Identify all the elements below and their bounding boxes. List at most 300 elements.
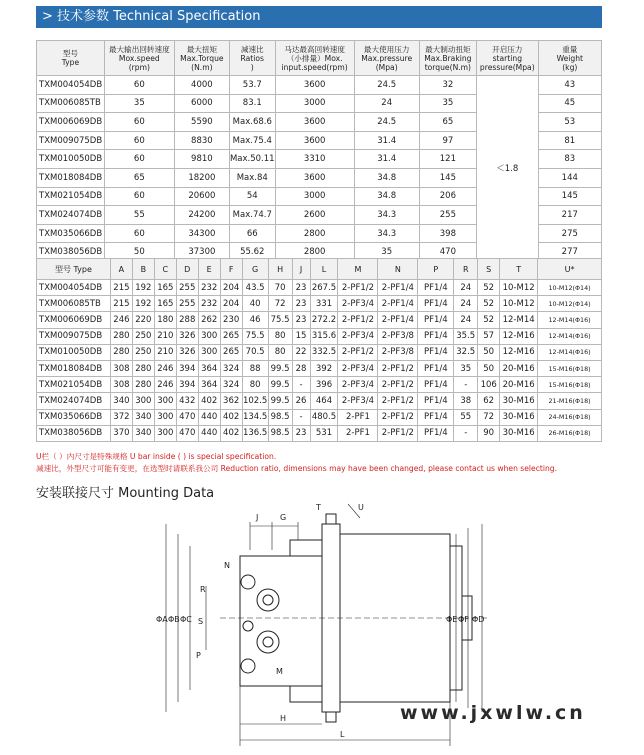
dimension-header-cell: B xyxy=(132,259,154,280)
spec-cell-ratio: 53.7 xyxy=(229,76,275,95)
spec-cell-braking: 145 xyxy=(419,168,476,187)
dimension-cell: 12-M14 xyxy=(500,312,538,328)
dimension-cell: 250 xyxy=(132,344,154,360)
dimension-cell: 2-PF3/8 xyxy=(378,344,418,360)
dimension-header-cell: D xyxy=(176,259,198,280)
dimension-cell: 12-M14(Φ16) xyxy=(538,328,602,344)
spec-header-cell: 开启压力 starting pressure(Mpa) xyxy=(477,41,539,76)
dimension-cell: 340 xyxy=(110,393,132,409)
dimension-cell: PF1/4 xyxy=(418,360,454,376)
dimension-cell: 432 xyxy=(176,393,198,409)
dimension-cell: - xyxy=(292,377,310,393)
dimension-cell: TXM004054DB xyxy=(37,280,111,296)
spec-table xyxy=(36,40,602,262)
dimension-cell: 402 xyxy=(220,409,242,425)
dimension-cell: 24 xyxy=(454,312,478,328)
dimension-cell: 102.5 xyxy=(242,393,268,409)
dimension-cell: 12-M14(Φ16) xyxy=(538,344,602,360)
label-l: L xyxy=(340,730,345,739)
label-dia-f: ΦF xyxy=(458,615,469,624)
dimension-cell: 30-M16 xyxy=(500,409,538,425)
dimension-cell: 326 xyxy=(176,328,198,344)
spec-cell-weight: 43 xyxy=(538,76,601,95)
dimension-cell: 10-M12 xyxy=(500,280,538,296)
dimension-header-cell: L xyxy=(310,259,338,280)
dimension-table-header xyxy=(37,259,602,280)
dimension-header-cell: F xyxy=(220,259,242,280)
spec-cell-torque: 5590 xyxy=(174,113,229,132)
label-t: T xyxy=(316,503,321,512)
spec-cell-braking: 97 xyxy=(419,131,476,150)
dimension-cell: 2-PF1 xyxy=(338,409,378,425)
dimension-cell: 232 xyxy=(198,280,220,296)
dimension-cell: PF1/4 xyxy=(418,425,454,441)
dimension-table xyxy=(36,258,602,442)
spec-cell-pressure: 34.8 xyxy=(354,168,419,187)
dimension-cell: 62 xyxy=(478,393,500,409)
dimension-cell: 280 xyxy=(110,328,132,344)
spec-cell-torque: 34300 xyxy=(174,224,229,243)
dimension-cell: 464 xyxy=(310,393,338,409)
dimension-cell: 315.6 xyxy=(310,328,338,344)
dimension-cell: 24 xyxy=(454,280,478,296)
dimension-cell: 22 xyxy=(292,344,310,360)
spec-cell-braking: 32 xyxy=(419,76,476,95)
spec-cell-speed: 60 xyxy=(104,187,174,206)
notes xyxy=(36,451,606,475)
dimension-header-cell: R xyxy=(454,259,478,280)
dimension-cell: 15 xyxy=(292,328,310,344)
motor-bottom-flange xyxy=(290,686,322,702)
dimension-header-cell: U* xyxy=(538,259,602,280)
dimension-cell: TXM024074DB xyxy=(37,393,111,409)
dimension-cell: 364 xyxy=(198,377,220,393)
dimension-cell: 90 xyxy=(478,425,500,441)
dimension-cell: TXM010050DB xyxy=(37,344,111,360)
dimension-cell: 23 xyxy=(292,312,310,328)
dimension-cell: 15-M16(Φ18) xyxy=(538,360,602,376)
spec-cell-input-speed: 3310 xyxy=(275,150,354,169)
dimension-cell: 204 xyxy=(220,280,242,296)
dimension-cell: 332.5 xyxy=(310,344,338,360)
dimension-cell: 246 xyxy=(154,377,176,393)
dimension-cell: TXM038056DB xyxy=(37,425,111,441)
dimension-cell: TXM009075DB xyxy=(37,328,111,344)
dimension-cell: 55 xyxy=(454,409,478,425)
spec-cell-torque: 20600 xyxy=(174,187,229,206)
dimension-cell: 134.5 xyxy=(242,409,268,425)
dimension-cell: 265 xyxy=(220,328,242,344)
dimension-cell: 2-PF3/4 xyxy=(338,377,378,393)
spec-cell-speed: 50 xyxy=(104,243,174,262)
dimension-cell: 280 xyxy=(132,360,154,376)
spec-cell-ratio: Max.84 xyxy=(229,168,275,187)
spec-cell-input-speed: 3600 xyxy=(275,76,354,95)
dimension-cell: 98.5 xyxy=(268,409,292,425)
dimension-cell: 72 xyxy=(478,409,500,425)
label-dia-a: ΦA xyxy=(156,615,168,624)
dimension-cell: 2-PF1/2 xyxy=(378,360,418,376)
dimension-cell: 210 xyxy=(154,328,176,344)
dimension-cell: 52 xyxy=(478,312,500,328)
label-u: U xyxy=(358,503,364,512)
spec-cell-torque: 6000 xyxy=(174,94,229,113)
dimension-cell: 35 xyxy=(454,360,478,376)
spec-cell-torque: 18200 xyxy=(174,168,229,187)
spec-cell-pressure: 34.8 xyxy=(354,187,419,206)
dimension-cell: 99.5 xyxy=(268,377,292,393)
label-m: M xyxy=(276,667,283,676)
dimension-cell: 255 xyxy=(176,296,198,312)
dimension-row xyxy=(37,425,602,441)
dimension-cell: 232 xyxy=(198,296,220,312)
dimension-cell: 10-M12(Φ14) xyxy=(538,296,602,312)
spec-cell-ratio: 54 xyxy=(229,187,275,206)
spec-cell-torque: 9810 xyxy=(174,150,229,169)
spec-cell-pressure: 24 xyxy=(354,94,419,113)
dimension-cell: 2-PF1/2 xyxy=(338,312,378,328)
dimension-cell: 52 xyxy=(478,280,500,296)
dimension-header-cell: T xyxy=(500,259,538,280)
dimension-cell: PF1/4 xyxy=(418,393,454,409)
dimension-cell: TXM035066DB xyxy=(37,409,111,425)
dimension-header-cell: N xyxy=(378,259,418,280)
dimension-cell: 24-M16(Φ18) xyxy=(538,409,602,425)
dimension-cell: 75.5 xyxy=(242,328,268,344)
spec-cell-input-speed: 3600 xyxy=(275,113,354,132)
spec-cell-weight: 144 xyxy=(538,168,601,187)
dimension-row xyxy=(37,393,602,409)
dimension-header-cell: H xyxy=(268,259,292,280)
spec-cell-torque: 8830 xyxy=(174,131,229,150)
dimension-cell: 2-PF1/2 xyxy=(378,377,418,393)
dimension-cell: 106 xyxy=(478,377,500,393)
spec-cell-model: TXM024074DB xyxy=(37,206,105,225)
dimension-cell: 192 xyxy=(132,280,154,296)
spec-cell-pressure: 34.3 xyxy=(354,206,419,225)
dimension-cell: TXM006069DB xyxy=(37,312,111,328)
spec-banner-title: > 技术参数 Technical Specification xyxy=(42,9,261,24)
spec-cell-torque: 24200 xyxy=(174,206,229,225)
dimension-row xyxy=(37,280,602,296)
spec-table-header xyxy=(37,41,602,76)
dimension-cell: 165 xyxy=(154,296,176,312)
spec-cell-model: TXM021054DB xyxy=(37,187,105,206)
spec-cell-ratio: 66 xyxy=(229,224,275,243)
dimension-row xyxy=(37,328,602,344)
dimension-header-cell: G xyxy=(242,259,268,280)
dimension-cell: 2-PF1/4 xyxy=(378,296,418,312)
spec-cell-input-speed: 3000 xyxy=(275,94,354,113)
dimension-cell: 364 xyxy=(198,360,220,376)
label-n: N xyxy=(224,561,230,570)
dimension-header-cell: P xyxy=(418,259,454,280)
dimension-cell: 204 xyxy=(220,296,242,312)
spec-cell-speed: 65 xyxy=(104,168,174,187)
dimension-cell: 267.5 xyxy=(310,280,338,296)
dimension-cell: 38 xyxy=(454,393,478,409)
spec-cell-torque: 37300 xyxy=(174,243,229,262)
dimension-cell: 28 xyxy=(292,360,310,376)
spec-cell-weight: 275 xyxy=(538,224,601,243)
dimension-cell: 32.5 xyxy=(454,344,478,360)
dimension-cell: 288 xyxy=(176,312,198,328)
spec-cell-ratio: Max.75.4 xyxy=(229,131,275,150)
dimension-cell: 215 xyxy=(110,296,132,312)
dimension-cell: 2-PF3/8 xyxy=(378,328,418,344)
spec-cell-speed: 60 xyxy=(104,76,174,95)
label-dia-b: ΦB xyxy=(168,615,180,624)
dimension-cell: 80 xyxy=(268,328,292,344)
dimension-cell: 43.5 xyxy=(242,280,268,296)
dimension-cell: TXM021054DB xyxy=(37,377,111,393)
dimension-cell: - xyxy=(454,377,478,393)
dimension-cell: 99.5 xyxy=(268,360,292,376)
dimension-cell: 2-PF1/2 xyxy=(338,280,378,296)
dimension-cell: 340 xyxy=(132,425,154,441)
spec-cell-input-speed: 2800 xyxy=(275,243,354,262)
dimension-cell: 26 xyxy=(292,393,310,409)
dimension-cell: 370 xyxy=(110,425,132,441)
spec-cell-input-speed: 3600 xyxy=(275,168,354,187)
dimension-cell: 280 xyxy=(110,344,132,360)
dimension-cell: 2-PF1/2 xyxy=(378,393,418,409)
dimension-row xyxy=(37,377,602,393)
dimension-header-cell: S xyxy=(478,259,500,280)
dimension-cell: 23 xyxy=(292,296,310,312)
mounting-title: 安装联接尺寸 Mounting Data xyxy=(36,486,215,501)
spec-cell-speed: 60 xyxy=(104,131,174,150)
dimension-cell: 210 xyxy=(154,344,176,360)
spec-cell-ratio: 83.1 xyxy=(229,94,275,113)
dimension-cell: 246 xyxy=(154,360,176,376)
spec-cell-model: TXM035066DB xyxy=(37,224,105,243)
dimension-cell: 272.2 xyxy=(310,312,338,328)
spec-cell-model: TXM006069DB xyxy=(37,113,105,132)
dimension-cell: 402 xyxy=(198,393,220,409)
spec-header-cell: 减速比 Ratios ) xyxy=(229,41,275,76)
dimension-cell: 23 xyxy=(292,280,310,296)
spec-header-cell: 最大制动扭矩 Max.Braking torque(N.m) xyxy=(419,41,476,76)
dimension-cell: TXM006085TB xyxy=(37,296,111,312)
dimension-cell: - xyxy=(454,425,478,441)
dimension-cell: 20-M16 xyxy=(500,360,538,376)
dimension-cell: 300 xyxy=(198,344,220,360)
label-p: P xyxy=(196,651,201,660)
spec-cell-ratio: Max.74.7 xyxy=(229,206,275,225)
dimension-cell: 30-M16 xyxy=(500,393,538,409)
spec-cell-weight: 53 xyxy=(538,113,601,132)
dimension-cell: 470 xyxy=(176,425,198,441)
dimension-cell: 394 xyxy=(176,377,198,393)
spec-header-cell: 最大输出回转速度 Mox.speed (rpm) xyxy=(104,41,174,76)
dimension-cell: 52 xyxy=(478,296,500,312)
dimension-cell: 12-M16 xyxy=(500,328,538,344)
spec-cell-speed: 55 xyxy=(104,206,174,225)
dimension-cell: 250 xyxy=(132,328,154,344)
dimension-cell: 165 xyxy=(154,280,176,296)
spec-cell-ratio: Max.50.11 xyxy=(229,150,275,169)
spec-cell-braking: 206 xyxy=(419,187,476,206)
dimension-cell: 324 xyxy=(220,360,242,376)
dimension-cell: 324 xyxy=(220,377,242,393)
dimension-cell: PF1/4 xyxy=(418,344,454,360)
spec-cell-model: TXM038056DB xyxy=(37,243,105,262)
dimension-cell: 40 xyxy=(242,296,268,312)
spec-cell-ratio: Max.68.6 xyxy=(229,113,275,132)
spec-cell-model: TXM010050DB xyxy=(37,150,105,169)
spec-cell-weight: 83 xyxy=(538,150,601,169)
dimension-cell: 80 xyxy=(242,377,268,393)
spec-cell-braking: 121 xyxy=(419,150,476,169)
dimension-cell: 280 xyxy=(132,377,154,393)
dimension-cell: 2-PF1/4 xyxy=(378,312,418,328)
note-contact: 减速比，外型尺寸可能有变更，在选型时请联系我公司 Reduction ratio, dimensions may have been changed, please contact us when selecting. xyxy=(36,464,558,473)
dimension-row xyxy=(37,344,602,360)
dimension-cell: 230 xyxy=(220,312,242,328)
dimension-cell: 265 xyxy=(220,344,242,360)
spec-cell-pressure: 34.3 xyxy=(354,224,419,243)
note-special-spec: U栏（ ）内尺寸是特殊规格 U bar inside ( ) is special specification. xyxy=(36,452,277,461)
dimension-cell: 2-PF3/4 xyxy=(338,328,378,344)
dimension-header-cell: C xyxy=(154,259,176,280)
dimension-cell: 180 xyxy=(154,312,176,328)
dimension-cell: 12-M14(Φ16) xyxy=(538,312,602,328)
label-g: G xyxy=(280,513,287,522)
dimension-cell: 2-PF1 xyxy=(338,425,378,441)
spec-cell-braking: 65 xyxy=(419,113,476,132)
spec-header-cell: 最大使用压力 Max.pressure (Mpa) xyxy=(354,41,419,76)
dimension-row xyxy=(37,296,602,312)
dimension-header-cell: A xyxy=(110,259,132,280)
spec-cell-pressure: 31.4 xyxy=(354,150,419,169)
dimension-header-cell: 型号 Type xyxy=(37,259,111,280)
dimension-cell: 10-M12(Φ14) xyxy=(538,280,602,296)
dimension-cell: 99.5 xyxy=(268,393,292,409)
spec-cell-input-speed: 2800 xyxy=(275,224,354,243)
dimension-cell: PF1/4 xyxy=(418,409,454,425)
spec-cell-input-speed: 2600 xyxy=(275,206,354,225)
dimension-cell: 470 xyxy=(176,409,198,425)
spec-cell-speed: 60 xyxy=(104,113,174,132)
spec-cell-weight: 217 xyxy=(538,206,601,225)
dimension-cell: 396 xyxy=(310,377,338,393)
dimension-cell: 10-M12 xyxy=(500,296,538,312)
dimension-cell: 362 xyxy=(220,393,242,409)
dimension-cell: 300 xyxy=(198,328,220,344)
dimension-cell: 136.5 xyxy=(242,425,268,441)
dimension-cell: PF1/4 xyxy=(418,377,454,393)
spec-header-cell: 型号 Type xyxy=(37,41,105,76)
spec-cell-weight: 45 xyxy=(538,94,601,113)
dimension-cell: 46 xyxy=(242,312,268,328)
label-dia-d: ΦD xyxy=(472,615,485,624)
motor-top-flange xyxy=(290,540,322,556)
dimension-cell: 30-M16 xyxy=(500,425,538,441)
dimension-header-cell: E xyxy=(198,259,220,280)
dimension-cell: 300 xyxy=(154,425,176,441)
dimension-cell: PF1/4 xyxy=(418,328,454,344)
dimension-cell: 262 xyxy=(198,312,220,328)
spec-banner xyxy=(36,6,602,28)
dimension-cell: 300 xyxy=(154,393,176,409)
watermark: www.jxwlw.cn xyxy=(400,702,586,724)
spec-cell-model: TXM006085TB xyxy=(37,94,105,113)
spec-cell-starting-pressure: ＜1.8 xyxy=(477,76,539,262)
spec-row xyxy=(37,76,602,95)
label-s: S xyxy=(198,617,204,626)
dimension-cell: 88 xyxy=(242,360,268,376)
dimension-cell: 215 xyxy=(110,280,132,296)
dimension-cell: 2-PF1/2 xyxy=(378,425,418,441)
dimension-cell: 50 xyxy=(478,360,500,376)
spec-cell-pressure: 31.4 xyxy=(354,131,419,150)
spec-header-cell: 最大扭矩 Max.Torque (N.m) xyxy=(174,41,229,76)
dimension-cell: 480.5 xyxy=(310,409,338,425)
dimension-cell: 2-PF1/2 xyxy=(338,344,378,360)
dimension-cell: - xyxy=(292,409,310,425)
dimension-cell: 372 xyxy=(110,409,132,425)
label-dia-c: ΦC xyxy=(180,615,192,624)
dimension-cell: 300 xyxy=(154,409,176,425)
dimension-cell: 531 xyxy=(310,425,338,441)
dimension-cell: 15-M16(Φ18) xyxy=(538,377,602,393)
spec-cell-pressure: 24.5 xyxy=(354,113,419,132)
dimension-cell: 394 xyxy=(176,360,198,376)
dimension-cell: 75.5 xyxy=(268,312,292,328)
spec-cell-speed: 60 xyxy=(104,150,174,169)
dimension-cell: 300 xyxy=(132,393,154,409)
spec-cell-pressure: 35 xyxy=(354,243,419,262)
dimension-cell: PF1/4 xyxy=(418,280,454,296)
dimension-cell: 23 xyxy=(292,425,310,441)
label-h: H xyxy=(280,714,287,723)
dimension-cell: 440 xyxy=(198,409,220,425)
dimension-cell: 70 xyxy=(268,280,292,296)
dimension-cell: 21-M16(Φ18) xyxy=(538,393,602,409)
dimension-cell: 246 xyxy=(110,312,132,328)
dimension-cell: 440 xyxy=(198,425,220,441)
spec-cell-braking: 255 xyxy=(419,206,476,225)
dimension-cell: 72 xyxy=(268,296,292,312)
dimension-cell: 2-PF1/4 xyxy=(378,280,418,296)
dimension-cell: 2-PF3/4 xyxy=(338,360,378,376)
dimension-cell: 308 xyxy=(110,377,132,393)
spec-cell-speed: 35 xyxy=(104,94,174,113)
spec-cell-weight: 145 xyxy=(538,187,601,206)
dimension-row xyxy=(37,360,602,376)
spec-header-cell: 马达最高回转速度 （小排量）Mox. input.speed(rpm) xyxy=(275,41,354,76)
dimension-cell: 26-M16(Φ18) xyxy=(538,425,602,441)
dimension-cell: PF1/4 xyxy=(418,296,454,312)
dimension-cell: 50 xyxy=(478,344,500,360)
label-r: R xyxy=(200,585,206,594)
dimension-cell: 402 xyxy=(220,425,242,441)
dimension-header-cell: J xyxy=(292,259,310,280)
dimension-row xyxy=(37,409,602,425)
spec-cell-weight: 81 xyxy=(538,131,601,150)
dimension-cell: 192 xyxy=(132,296,154,312)
label-j: J xyxy=(256,513,259,522)
dimension-cell: 24 xyxy=(454,296,478,312)
dimension-cell: 70.5 xyxy=(242,344,268,360)
dimension-cell: 326 xyxy=(176,344,198,360)
spec-cell-model: TXM009075DB xyxy=(37,131,105,150)
dimension-cell: TXM018084DB xyxy=(37,360,111,376)
dimension-cell: 392 xyxy=(310,360,338,376)
dimension-cell: 220 xyxy=(132,312,154,328)
spec-cell-braking: 470 xyxy=(419,243,476,262)
